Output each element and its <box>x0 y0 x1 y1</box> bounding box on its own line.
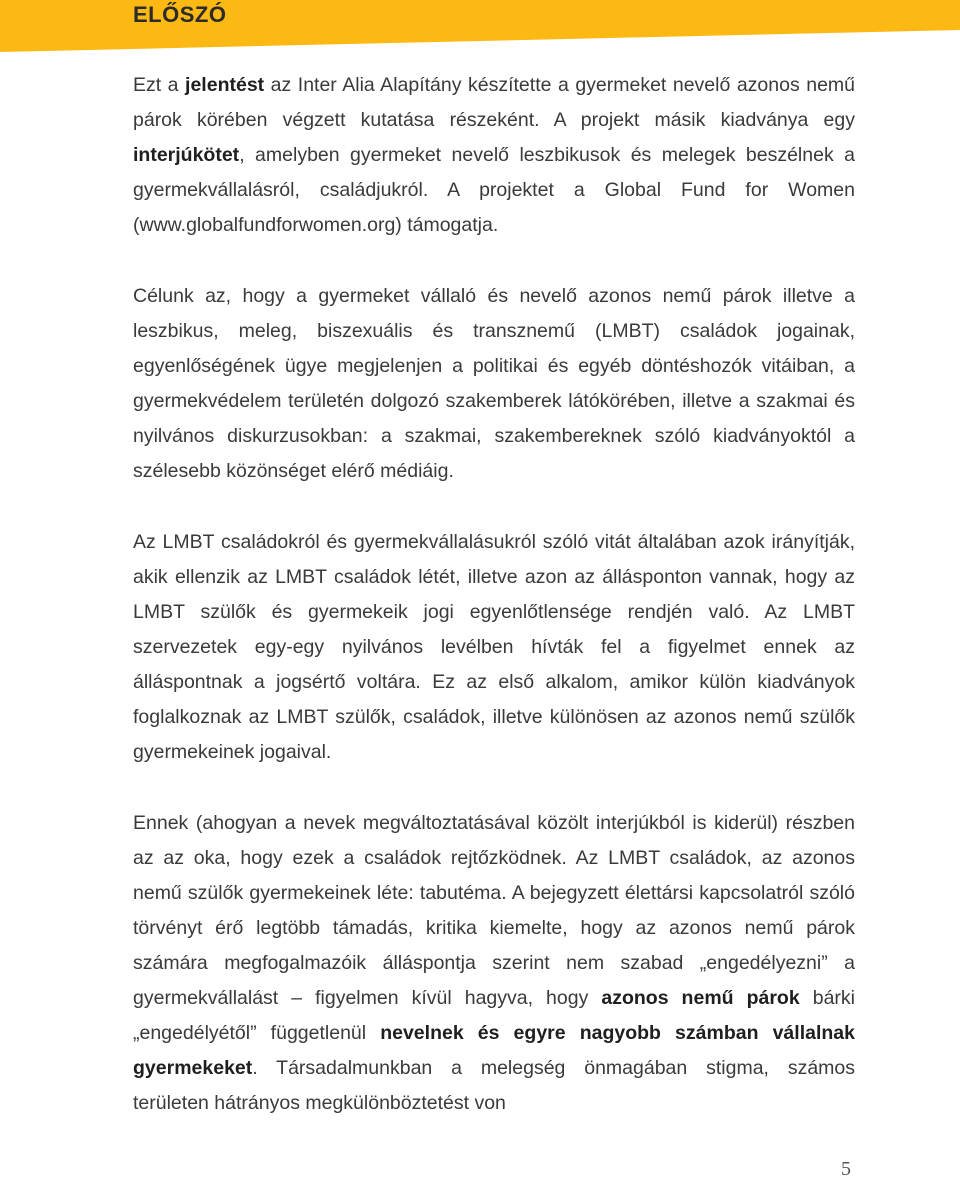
paragraph-debate <box>133 525 855 770</box>
text-span: az Inter Alia Alapítány készítette a gyermeket nevelő azonos nemű párok körében végzett kutatása részeként. A projekt másik kiadványa egy <box>133 74 855 131</box>
main-content <box>133 68 855 1121</box>
paragraph-goal <box>133 279 855 489</box>
text-span: Az LMBT családokról és gyermekvállalásukról szóló vitát általában azok irányítják, akik ellenzik az LMBT családok létét, illetve azon az állásponton vannak, hogy az LMBT szülők és gyermekeik jogi egyenlőtlensége rendjén való. Az LMBT szervezetek egy-egy nyilvános levélben hívták fel a figyelmet ennek az álláspontnak a jogsértő voltára. Ez az első alkalom, amikor külön kiadványok foglalkoznak az LMBT szülők, családok, illetve különösen az azonos nemű szülők gyermekeinek jogaival. <box>133 531 855 763</box>
bold-text-jelentest: jelentést <box>185 74 265 96</box>
text-span: Ennek (ahogyan a nevek megváltoztatásával közölt interjúkból is kiderül) részben az az oka, hogy ezek a családok rejtőzködnek. Az LMBT családok, az azonos nemű szülők gyermekeinek léte: tabutéma. A bejegyzett élettársi kapcsolatról szóló törvényt érő legtöbb támadás, kritika kiemelte, hogy az azonos nemű párok számára megfogalmazóik álláspontja szerint nem szabad „engedélyezni” a gyermekvállalást – figyelmen kívül hagyva, hogy <box>133 812 855 1009</box>
header-accent-tail <box>0 30 960 52</box>
bold-text-raising-children: nevelnek és egyre nagyobb számban vállalnak gyermekeket <box>133 1022 855 1079</box>
text-span: , amelyben gyermeket nevelő leszbikusok és melegek beszélnek a gyermekvállalásról, családjukról. A projektet a Global Fund for Women (www.globalfundforwomen.org) támogatja. <box>133 144 855 236</box>
section-title: ELŐSZÓ <box>133 2 227 27</box>
page-number: 5 <box>841 1158 851 1180</box>
text-span: bárki „engedélyétől” függetlenül <box>133 987 855 1044</box>
bold-text-interjukotet: interjúkötet <box>133 144 240 166</box>
text-span: . Társadalmunkban a melegség önmagában stigma, számos területen hátrányos megkülönböztetést von <box>133 1057 855 1114</box>
paragraph-hiding <box>133 806 855 1121</box>
bold-text-same-sex-couples: azonos nemű párok <box>601 987 800 1009</box>
header-accent-bar <box>0 0 960 48</box>
paragraph-intro <box>133 68 855 243</box>
text-span: Célunk az, hogy a gyermeket vállaló és nevelő azonos nemű párok illetve a leszbikus, meleg, biszexuális és transznemű (LMBT) családok jogainak, egyenlőségének ügye megjelenjen a politikai és egyéb döntéshozók vitáiban, a gyermekvédelem területén dolgozó szakemberek látókörében, illetve a szakmai és nyilvános diskurzusokban: a szakmai, szakembereknek szóló kiadványoktól a szélesebb közönséget elérő médiáig. <box>133 285 855 482</box>
text-span: Ezt a <box>133 74 186 96</box>
